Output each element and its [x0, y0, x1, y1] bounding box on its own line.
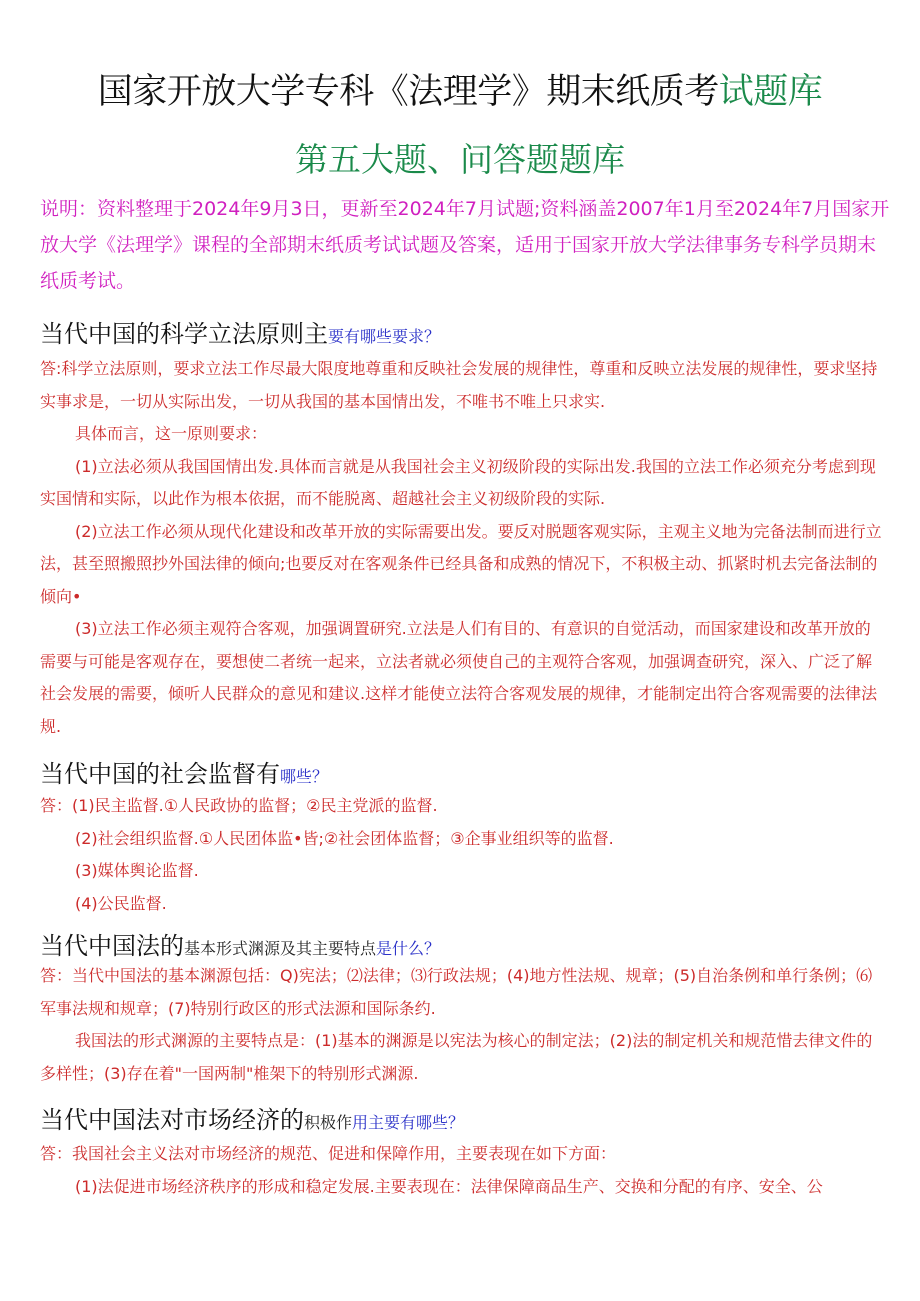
answer-paragraph: 答：当代中国法的基本渊源包括：Q)宪法；⑵法律；⑶行政法规；(4)地方性法规、规章；(5)自治条例和单行条例；⑹军事法规和规章；(7)特别行政区的形式法源和国际条约.: [40, 966, 873, 1018]
answer-paragraph: (4)公民监督.: [75, 893, 167, 913]
answer-paragraph: (3)立法工作必须主观符合客观，加强调置研究.立法是人们有目的、有意识的自觉活动，而国家建设和改革开放的需要与可能是客观存在，要想使二者统一起来，立法者就必须使自己的主观符合客观，加强调查研究，深入、广泛了解社会发展的需要，倾听人民群众的意见和建议.这样才能使立法符合客观发展的规律，才能制定出符合客观需要的法律法规.: [40, 619, 878, 736]
question-title-small: 积极作: [304, 1113, 353, 1132]
question-title-big: 当代中国的社会监督有: [40, 760, 280, 788]
answer-block-2: [40, 790, 885, 920]
question-heading-1: [40, 314, 440, 349]
answer-block-1: [40, 353, 885, 743]
answer-block-3: [40, 960, 885, 1090]
question-title-small: 基本形式渊源及其主要特点: [184, 939, 377, 958]
answer-paragraph: (2)立法工作必须从现代化建设和改革开放的实际需要出发。要反对脱题客观实际，主观主义地为完备法制而进行立法，甚至照搬照抄外国法律的倾向;也要反对在客观条件已经具备和成熟的情况下，不积极主动、抓紧时机去完备法制的倾向•: [40, 521, 882, 606]
question-heading-3: [40, 926, 440, 961]
question-title-big: 当代中国的科学立法原则主: [40, 320, 328, 348]
question-title-blue: 哪些？: [280, 767, 329, 786]
answer-paragraph: (3)媒体舆论监督.: [75, 861, 199, 880]
answer-paragraph: 答:科学立法原则，要求立法工作尽最大限度地尊重和反映社会发展的规律性，尊重和反映立法发展的规律性，要求坚持实事求是，一切从实际出发，一切从我国的基本国情出发，不唯书不唯上只求实.: [40, 359, 878, 411]
question-title-big: 当代中国法的: [40, 932, 184, 960]
question-title-big: 当代中国法对市场经济的: [40, 1106, 304, 1134]
answer-paragraph: 答：(1)民主监督.①人民政协的监督；②民主党派的监督.: [40, 796, 438, 815]
answer-paragraph: (2)社会组织监督.①人民团体监•皆;②社会团体监督；③企事业组织等的监督.: [75, 828, 614, 848]
question-heading-2: [40, 754, 328, 789]
answer-paragraph: (1)立法必须从我国国情出发.具体而言就是从我国社会主义初级阶段的实际出发.我国的立法工作必须充分考虑到现实国情和实际，以此作为根本依据，而不能脱离、超越社会主义初级阶段的实际.: [40, 456, 876, 508]
question-title-blue: 是什么？: [376, 939, 441, 958]
answer-paragraph: 我国法的形式渊源的主要特点是：(1)基本的渊源是以宪法为核心的制定法；(2)法的制定机关和规范惜去律文件的多样性；(3)存在着"一国两制"椎架下的特别形式渊源.: [40, 1031, 873, 1083]
question-heading-4: [40, 1100, 464, 1135]
question-title-blue: 要有哪些要求？: [328, 327, 441, 346]
answer-block-4: [40, 1138, 885, 1203]
section-subtitle: 第五大题、问答题题库: [295, 140, 625, 179]
page-title: [0, 64, 920, 114]
title-tail: 试题库: [718, 72, 823, 112]
description-note: 说明：资料整理于2024年9月3日，更新至2024年7月试题;资料涵盖2007年1月至2024年7月国家开放大学《法理学》课程的全部期末纸质考试试题及答案，适用于国家开放大学法律事务专科学员期末纸质考试。: [40, 198, 890, 292]
title-main: 国家开放大学专科《法理学》期末纸质考: [97, 72, 719, 112]
question-title-blue: 用主要有哪些？: [352, 1113, 465, 1132]
answer-paragraph: 具体而言，这一原则要求：: [75, 424, 268, 443]
answer-paragraph: (1)法促进市场经济秩序的形成和稳定发展.主要表现在：法律保障商品生产、交换和分配的有序、安全、公: [75, 1176, 823, 1196]
answer-paragraph: 答：我国社会主义法对市场经济的规范、促进和保障作用，主要表现在如下方面：: [40, 1144, 617, 1163]
